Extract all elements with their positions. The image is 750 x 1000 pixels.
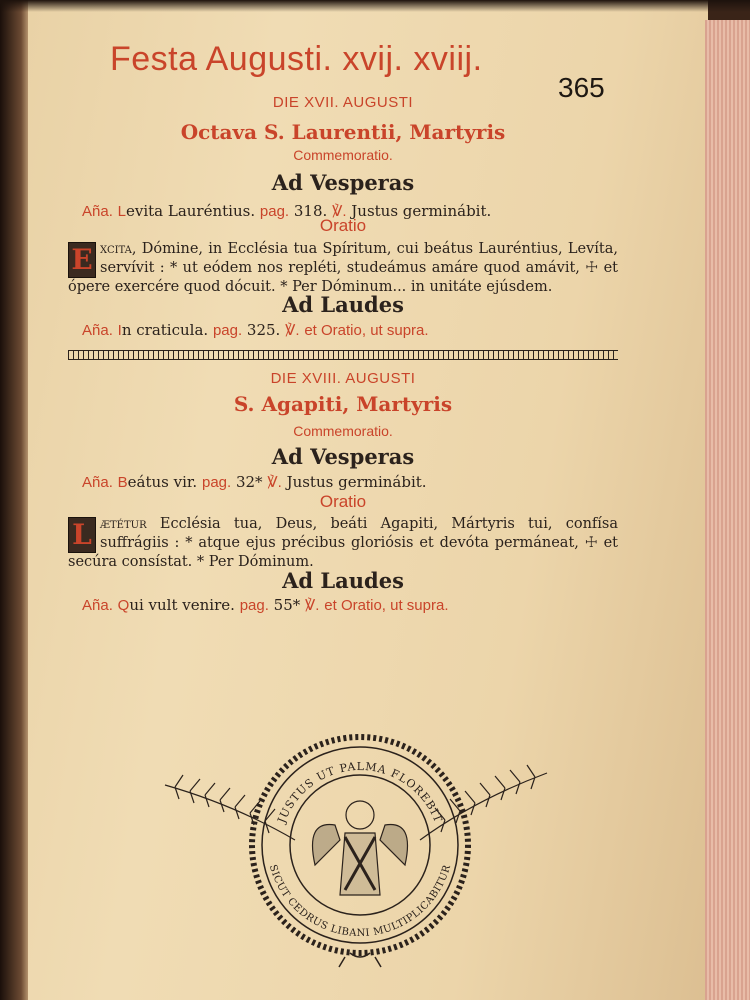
emblem-motto-bottom: SICUT CEDRUS LIBANI MULTIPLICABITUR (266, 863, 454, 940)
pag-label: pag. (239, 597, 269, 614)
feast-title-text: Octava S. Laurentii, Martyris (180, 120, 506, 144)
ana-text: ui vult venire. (129, 596, 235, 614)
ana-text: eátus vir. (127, 473, 198, 491)
shadow (0, 0, 750, 12)
oratio-body: Dómine, in Ecclésia tua Spíritum, cui beátus Lauréntius, Levíta, servívit : * ut eódem nos repléti, studeámus amáre quod amávit, ☩ et ópere exercére quod dócuit. * Per Dóminum... in unitáte ejúsdem. (68, 241, 618, 295)
ana-text: evita Lauréntius. (125, 202, 256, 220)
ana-initial: L (117, 203, 126, 220)
ana-label: Aña. (82, 203, 113, 220)
versicle-text: et Oratio, ut supra. (304, 322, 429, 339)
pag-label: pag. (259, 203, 290, 220)
drop-cap-initial: L (68, 517, 96, 553)
ana-label: Aña. (82, 322, 113, 339)
oratio-heading: Oratio (319, 216, 367, 235)
emblem-motto-top: JUSTUS UT PALMA FLOREBIT (275, 759, 445, 825)
laudes-heading: Ad Laudes (282, 292, 404, 317)
commemoratio-label: Commemoratio. (293, 147, 393, 163)
versicle-symbol: ℣. (332, 203, 347, 220)
drop-cap-initial: E (68, 242, 96, 278)
feast-title (68, 392, 618, 416)
svg-text:JUSTUS UT PALMA FLOREBIT (275, 760, 445, 826)
pag-label: pag. (212, 322, 243, 339)
oratio-incipit: ætétur (100, 516, 147, 532)
versicle-text: Justus germinábit. (351, 202, 492, 220)
page-header-title: Festa Augusti. xvij. xviij. (110, 40, 483, 78)
ana-initial: Q (117, 597, 130, 614)
feast-title-text: S. Agapiti, Martyris (233, 392, 453, 416)
angel-palm-emblem (155, 725, 555, 970)
ana-label: Aña. (82, 474, 113, 491)
antiphon-line (82, 321, 429, 339)
pag-label: pag. (201, 474, 232, 491)
versicle-symbol: ℣. (267, 474, 282, 491)
versicle-symbol: ℣. (285, 322, 300, 339)
vesperas-heading: Ad Vesperas (271, 444, 415, 469)
antiphon-line (82, 473, 427, 491)
commemoratio-label: Commemoratio. (293, 423, 393, 439)
ana-label: Aña. (82, 597, 113, 614)
feast-title (68, 120, 618, 144)
pag-value: 318. (293, 202, 328, 220)
versicle-text: et Oratio, ut supra. (324, 597, 449, 614)
vesperas-heading: Ad Vesperas (271, 170, 415, 195)
oratio-incipit: xcita, (100, 241, 137, 257)
antiphon-line (82, 596, 449, 614)
oratio-text (68, 240, 618, 297)
day-heading: DIE XVIII. AUGUSTI (270, 370, 416, 387)
ana-text: n craticula. (121, 321, 209, 339)
versicle-text: Justus germinábit. (286, 473, 427, 491)
oratio-heading: Oratio (319, 492, 367, 511)
versicle-symbol: ℣. (305, 597, 320, 614)
angel-icon (313, 801, 408, 895)
book-gutter (0, 0, 30, 1000)
pag-value: 325. (246, 321, 281, 339)
left-palm-frond-icon (165, 775, 295, 840)
laudes-heading: Ad Laudes (282, 568, 404, 593)
oratio-body: Ecclésia tua, Deus, beáti Agapiti, Mártyris tui, confísa suffrágiis : * atque ejus précibus gloriósis et devóta permáneat, ☩ et secúra consístat. * Per Dóminum. (68, 516, 618, 570)
day-heading: DIE XVII. AUGUSTI (272, 94, 414, 111)
oratio-text (68, 515, 618, 572)
page-edges (705, 20, 750, 1000)
pag-value: 55* (273, 596, 301, 614)
right-palm-frond-icon (420, 765, 547, 840)
ana-initial: B (117, 474, 128, 491)
section-divider (68, 350, 618, 360)
ana-initial: I (117, 322, 122, 339)
pag-value: 32* (235, 473, 263, 491)
page-number: 365 (558, 72, 605, 103)
